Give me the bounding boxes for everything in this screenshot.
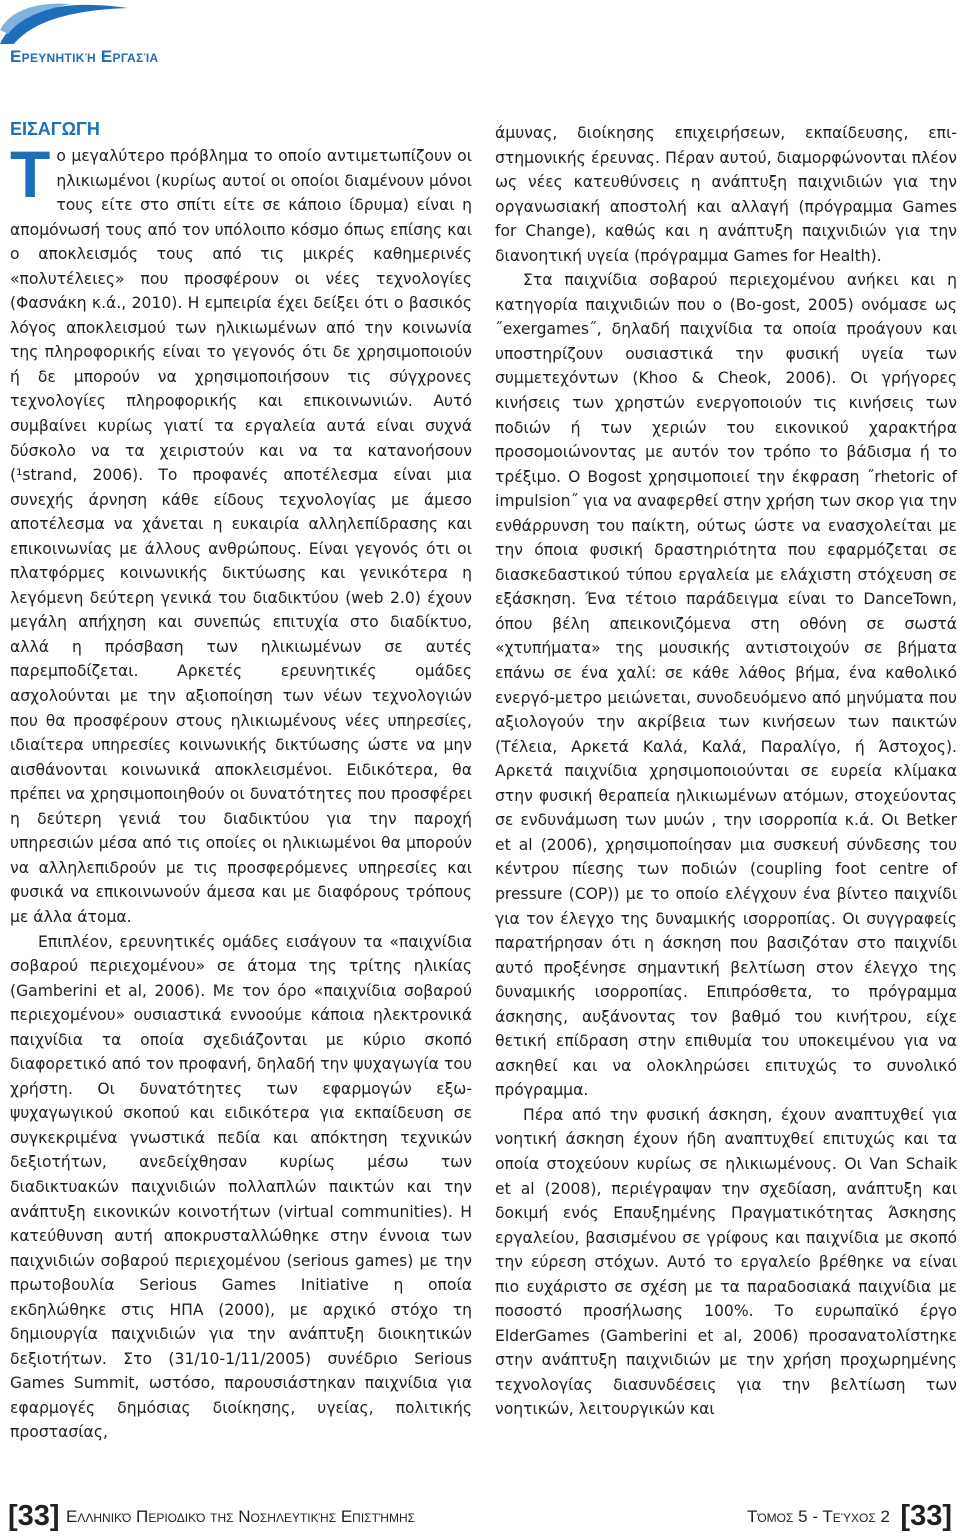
journal-title: Ελληνικό Περιοδικό της Νοσηλευτικής Επιστήμης (66, 1507, 416, 1526)
right-column (495, 121, 957, 1422)
paragraph-continued: άμυνας, διοίκησης επιχειρήσεων, εκπαίδευσης, επιστημονικής έρευνας. Πέραν αυτού, διαμορφώνονται πλέον ως νέες κατευθύνσεις η ανάπτυξη παιχνιδιών για την οργανωσιακή αποστολή και αλλαγή (πρόγραμμα Games for Change), καθώς και η ανάπτυξη παιχνιδιών για την διανοητική υγεία (πρόγραμμα Games for Health). (495, 124, 957, 265)
paragraph-text: ο μεγαλύτερο πρόβλημα το οποίο αντιμετωπίζουν οι ηλικιωμένοι (κυρίως αυτοί οι οποίοι διαμένουν μόνοι τους είτε στο σπίτι είτε σε κάποιο ίδρυμα) είναι η απομόνωσή τους από τον υπόλοιπο κόσμο όπως επίσης και ο αποκλεισμός τους από τις μικρές καθημερινές «πολυτέλειες» που προσφέρουν οι νέες τεχνολογίες (Φασνάκη κ.ά., 2010). Η εμπειρία έχει δείξει ότι ο βασικός λόγος αποκλεισμού των ηλικιωμένων από την κοινωνία της πληροφορικής είναι το γεγονός ότι δε χρησιμοποιούν ή δε μπορούν να χρησιμοποιήσουν τις σύγχρονες τεχνολογίες πληροφορικής και επικοινωνιών. Αυτό συμβαίνει κυρίως γιατί τα εργαλεία αυτά είναι συχνά δύσκολο να τα χειριστούν και να τα κατανοήσουν (¹strand, 2006). Το προφανές αποτέλεσμα είναι μια συνεχής άρνηση κάθε είδους τεχνολογίας με άμεσο αποτέλεσμα να χάνεται η ευκαιρία αλληλεπίδρασης και επικοινωνίας με άλλους ανθρώπους. Είναι γεγονός ότι οι πλατφόρμες κοινωνικής δικτύωσης και γενικότερα η λεγόμενη δεύτερη γενικά του διαδικτύου (web 2.0) έχουν μεγάλη απήχηση και συνεπώς επιτυχία στο διαδίκτυο, αλλά η πρόσβαση των ηλικιωμένων σε αυτές παρεμποδίζεται. Αρκετές ερευνητικές ομάδες ασχολούνται με την αξιοποίηση των νέων τεχνολογιών που θα προσφέρουν στους ηλικιωμένους νέες υπηρεσίες, ιδιαίτερα υπηρεσίες κοινωνικής δικτύωσης ώστε να μην αισθάνονται κοινωνικά αποκλεισμένοι. Ειδικότερα, θα πρέπει να χρησιμοποιηθούν οι δυνατότητες που προσφέρει η δεύτερη γενιά του διαδικτύου για την παροχή υπηρεσιών μέσα από τις οποίες οι ηλικιωμένοι θα μπορούν να αλληλεπιδρούν με τις προσφερόμενες υπηρεσίες και φυσικά να επικοινωνούν άμεσα και με διαφόρους τρόπους με άλλα άτομα. (10, 147, 472, 926)
introduction-heading: ΕΙΣΑΓΩΓΗ (10, 119, 100, 139)
drop-cap-letter: Τ (10, 137, 51, 211)
paragraph-exergames: Στα παιχνίδια σοβαρού περιεχομένου ανήκει και η κατηγορία παιχνιδιών που ο (Bo-gost, 2005) ονόμασε ως ˝exergames˝, δηλαδή παιχνίδια τα οποία προάγουν και υποστηρίζουν ουσιαστικά την φυσική υγεία των συμμετεχόντων (Khoo & Cheok, 2006). Οι γρήγορες κινήσεις των χρηστών ενεργοποιούν τις κινήσεις των ποδιών ή των χεριών του εικονικού χαρακτήρα προσομοιώνοντας με αυτόν τον τρόπο το βάδισμα ή το τρέξιμο. Ο Bogost χρησιμοποιεί την έκφραση ˝rhetoric of impulsion˝ για να αναφερθεί στην χρήση των σκορ για την ενθάρρυνση του παίκτη, ούτως ώστε να ενασχολείται με την όποια φυσική δραστηριότητα που εφαρμόζεται σε διασκεδαστικού τύπου εργαλεία με ελάχιστη στόχευση σε εξάσκηση. Ένα τέτοιο παράδειγμα είναι το DanceTown, όπου βέλη απεικονιζόμενα στη οθόνη σε σωστά «χτυπήματα» της μουσικής αντιστοιχούν σε βήματα επάνω σε ένα χαλί: σε κάθε λάθος βήμα, ένα καθολικό ενεργό-μετρο μειώνεται, συνοδευόμενο από μηνύματα που αξιολογούν την ακρίβεια των κινήσεων των παικτών (Τέλεια, Αρκετά Καλά, Καλά, Παραλίγο, ή Άστοχος). Αρκετά παιχνίδια χρησιμοποιούνται σε ευρεία κλίμακα στην φυσική θεραπεία ηλικιωμένων ατόμων, στοχεύοντας σε ενδυνάμωση των μυών , την ισορροπία κ.ά. Οι Betker et al (2006), χρησιμοποίησαν μια συσκευή σύνδεσης του κέντρου πίεσης των ποδιών (coupling foot centre of pressure (COP)) με το οποίο ελέγχουν ένα βίντεο παιχνίδι για τον έλεγχο της δυναμικής ισορροπίας. Οι συγγραφείς παρατήρησαν ότι η άσκηση που βασιζόταν στο παιχνίδι αυτό προξένησε σημαντική βελτίωση στον έλεγχο της δυναμικής ισορροπίας. Επιπρόσθετα, το πρόγραμμα άσκησης, αυξάνοντας τον βαθμό του κινήτρου, είχε θετική επίδραση στην επιθυμία του υποκειμένου για να ασκηθεί και να ολοκληρώσει επιτυχώς το συνολικό πρόγραμμα. (495, 271, 957, 1100)
page-number-right: [33] (900, 1500, 952, 1532)
volume-issue: Τόμος 5 - Τεύχος 2 (747, 1507, 890, 1526)
section-label: Ερευνητική Εργασία (10, 47, 159, 66)
left-column (10, 118, 472, 1445)
paragraph-cognitive-exercise: Πέρα από την φυσική άσκηση, έχουν αναπτυχθεί για νοητική άσκηση έχουν ήδη αναπτυχθεί επιτυχώς και τα οποία στοχεύουν κυρίως σε ηλικιωμένους. Οι Van Schaik et al (2008), περιέγραψαν την σχεδίαση, ανάπτυξη και δοκιμή ενός Επαυξημένης Πραγματικότητας Άσκησης εργαλείου, βασισμένου σε γρίφους και παιχνίδια με σκοπό την εύρεση στόχων. Αυτό το εργαλείο βρέθηκε να είναι πιο ευχάριστο σε σχέση με τα παραδοσιακά παιχνίδια με ποσοστό προσήλωσης 100%. Το ευρωπαϊκό έργο ElderGames (Gamberini et al, 2006) προσανατολίστηκε στην ανάπτυξη παιχνιδιών με την χρήση προχωρημένης τεχνολογίας διασυνδέσεις για την βελτίωση των νοητικών, λειτουργικών και (495, 1105, 957, 1419)
paragraph-serious-games: Επιπλέον, ερευνητικές ομάδες εισάγουν τα «παιχνίδια σοβαρού περιεχομένου» σε άτομα της τρίτης ηλικίας (Gamberini et al, 2006). Με τον όρο «παιχνίδια σοβαρού περιεχομένου» ουσιαστικά εννοούμε κάποια ηλεκτρονικά παιχνίδια τα οποία σχεδιάζονται με κύριο σκοπό διαφορετικό από τον προφανή, δηλαδή την ψυχαγωγία του χρήστη. Οι δυνατότητες των εφαρμογών εξω-ψυχαγωγικού σκοπού και ειδικότερα για εκπαίδευση σε συγκεκριμένα γνωστικά πεδία και απόκτηση τεχνικών δεξιοτήτων, ανεδείχθησαν κυρίως μέσω των διαδικτυακών παιχνιδιών πολλαπλών παικτών και την ανάπτυξη εικονικών κοινοτήτων (virtual communities). Η κατεύθυνση αυτή αποκρυσταλλώθηκε στην έννοια των παιχνιδιών σοβαρού περιεχομένου (serious games) με την πρωτοβουλία Serious Games Initiative η οποία εκδηλώθηκε στις ΗΠΑ (2000), με αρχικό στόχο τη δημιουργία παιχνιδιών για την ανάπτυξη διοικητικών δεξιοτήτων. Στο (31/10-1/11/2005) συνέδριο Serious Games Summit, ωστόσο, παρουσιάστηκαν παιχνίδια για εφαρμογές δημόσιας διοίκησης, υγείας, πολιτικής προστασίας, (10, 932, 472, 1442)
page-number-left: [33] (8, 1500, 60, 1532)
page-footer (0, 1494, 960, 1537)
page-header (0, 0, 960, 90)
journal-swirl-logo (0, 0, 130, 46)
paragraph-intro (10, 137, 472, 930)
